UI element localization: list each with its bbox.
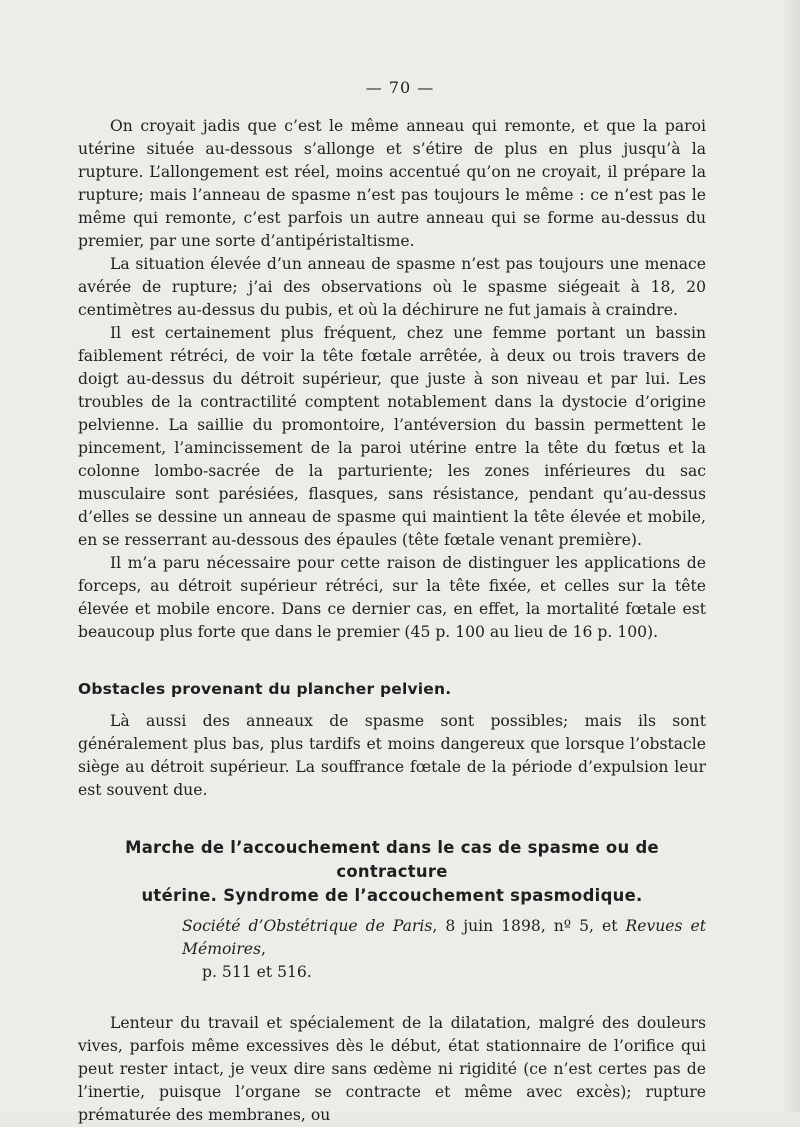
heading-line-2: utérine. Syndrome de l’accouchement spasmodique. [141,886,643,905]
citation-date: , 8 juin 1898, nº 5, et [432,917,626,935]
heading-line-1: Marche de l’accouchement dans le cas de spasme ou de contracture [125,838,659,881]
page-number: — 70 — [365,78,435,97]
section-heading-labor-spasm [78,836,706,908]
paragraph-2: La situation élevée d’un anneau de spasme n’est pas toujours une menace avérée de rupture; j’ai des observations où le spasme siégeait à 18, 20 centimètres au-dessus du pubis, et où la déchirure ne fut jamais à craindre. [78,255,706,319]
citation-tail: , [261,940,267,958]
section-heading-pelvic-floor: Obstacles provenant du plancher pelvien. [78,680,452,698]
citation-journal: Revues et Mémoires [182,917,707,958]
paragraph-4: Il m’a paru nécessaire pour cette raison de distinguer les applications de forceps, au détroit supérieur rétréci, sur la tête fixée, et celles sur la tête élevée et mobile encore. Dans ce dernier cas, en effet, la mortalité fœtale est beaucoup plus forte que dans le premier (45 p. 100 au lieu de 16 p. 100). [78,554,706,641]
paragraph-1: On croyait jadis que c’est le même anneau qui remonte, et que la paroi utérine située au-dessous s’allonge et s’étire de plus en plus jusqu’à la rupture. L’allongement est réel, moins accentué qu’on ne croyait, il prépare la rupture; mais l’anneau de spasme n’est pas toujours le même : ce n’est pas le même qui remonte, c’est parfois un autre anneau qui se forme au-dessus du premier, par une sorte d’antipéristaltisme. [78,117,706,250]
paragraph-pelvic-floor: Là aussi des anneaux de spasme sont possibles; mais ils sont généralement plus bas, plus tardifs et moins dangereux que lorsque l’obstacle siège au détroit supérieur. La souffrance fœtale de la période d’expulsion leur est souvent due. [78,712,706,799]
paragraph-labor-slowness: Lenteur du travail et spécialement de la dilatation, malgré des douleurs vives, parfois même excessives dès le début, état stationnaire de l’orifice qui peut rester intact, je veux dire sans œdème ni rigidité (ce n’est certes pas de l’inertie, puisque l’organe se contracte et même avec excès); rupture prématurée des membranes, ou [78,1014,706,1124]
citation-reference [78,915,706,984]
paragraph-3: Il est certainement plus fréquent, chez une femme portant un bassin faiblement rétréci, de voir la tête fœtale arrêtée, à deux ou trois travers de doigt au-dessus du détroit supérieur, que juste à son niveau et par lui. Les troubles de la contractilité comptent notablement dans la dystocie d’origine pelvienne. La saillie du promontoire, l’antéversion du bassin permettent le pincement, l’amincissement de la paroi utérine entre la tête du fœtus et la colonne lombo-sacrée de la parturiente; les zones inférieures du sac musculaire sont parésiées, flasques, sans résistance, pendant qu’au-dessus d’elles se dessine un anneau de spasme qui maintient la tête élevée et mobile, en se resserrant au-dessous des épaules (tête fœtale venant première). [78,324,706,549]
citation-pages: p. 511 et 516. [202,963,312,981]
page-content [78,115,706,1127]
citation-society: Société d’Obstétrique de Paris [182,917,433,935]
